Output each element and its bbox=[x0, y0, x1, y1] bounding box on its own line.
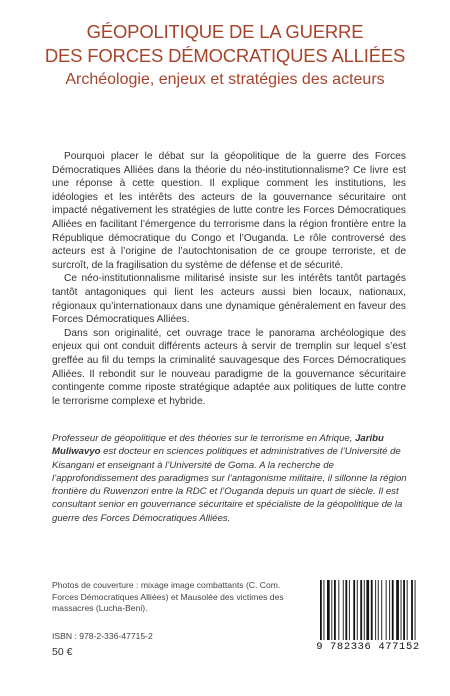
author-bio bbox=[52, 432, 408, 525]
isbn: ISBN : 978-2-336-47715-2 bbox=[52, 631, 153, 641]
bio-text: est docteur en sciences politiques et administratives de l’Université de Kisangani et enseignant à l’Université de Goma. A la recherche de l’approfondissement des paradigmes sur l’antagonisme militaire, il sillonne la région frontière du Ruwenzori entre la RDC et l’Ouganda depuis un quart de siècle. Il est consultant senior en gouvernance sécuritaire et spécialiste de la géopolitique de la guerre des Forces Démocratiques Alliées. bbox=[52, 446, 407, 524]
summary-paragraph-2: Ce néo-institutionnalisme militarisé insiste sur les intérêts tantôt partagés tantôt antagoniques qui lient les acteurs aussi bien locaux, nationaux, régionaux qu’internationaux dans une dynamique généralement en faveur des Forces Démocratiques Alliées. bbox=[52, 273, 406, 326]
title-line-1: GÉOPOLITIQUE DE LA GUERRE bbox=[86, 21, 364, 42]
barcode bbox=[318, 580, 418, 640]
barcode-bars bbox=[318, 580, 418, 640]
bio-intro: Professeur de géopolitique et des théories sur le terrorisme en Afrique, bbox=[52, 433, 356, 444]
barcode-digits: 9 782336 477152 bbox=[316, 641, 420, 653]
summary-text bbox=[52, 150, 406, 408]
summary-paragraph-1: Pourquoi placer le débat sur la géopolitique de la guerre des Forces Démocratiques Alliées dans la théorie du néo-institutionnalisme? Ce livre est une réponse à cette question. Il explique comment les institutions, les idéologies et les intérêts des acteurs de la gouvernance sécuritaire ont impacté négativement les stratégies de lutte contre les Forces Démocratiques Alliées en facilitant l’émergence du terrorisme dans la région frontière entre la République démocratique du Congo et l’Ouganda. Le rôle controversé des acteurs est à l’origine de l’autochtonisation de ce groupe terroriste, et de surcroît, de la fragilisation du système de défense et de sécurité. bbox=[52, 151, 406, 271]
summary-paragraph-3: Dans son originalité, cet ouvrage trace le panorama archéologique des enjeux qui ont conduit différents acteurs à servir de tremplin sur lequel s’est greffée au fil du temps la criminalité sauvagesque des Forces Démocratiques Alliées. Il rebondit sur le nouveau paradigme de la gouvernance sécuritaire contingente comme riposte stratégique adaptée aux politiques de lutte contre le terrorisme complexe et hybride. bbox=[52, 327, 406, 407]
photo-credits: Photos de couverture : mixage image combattants (C. Com. Forces Démocratiques Alliées) et Mausolée des victimes des massacres (Lucha-Beni). bbox=[52, 580, 284, 613]
author-name: Jaribu Muliwavyo bbox=[52, 433, 384, 458]
title-line-2: DES FORCES DÉMOCRATIQUES ALLIÉES bbox=[44, 45, 406, 66]
price: 50 € bbox=[52, 646, 73, 658]
subtitle: Archéologie, enjeux et stratégies des acteurs bbox=[65, 71, 385, 88]
